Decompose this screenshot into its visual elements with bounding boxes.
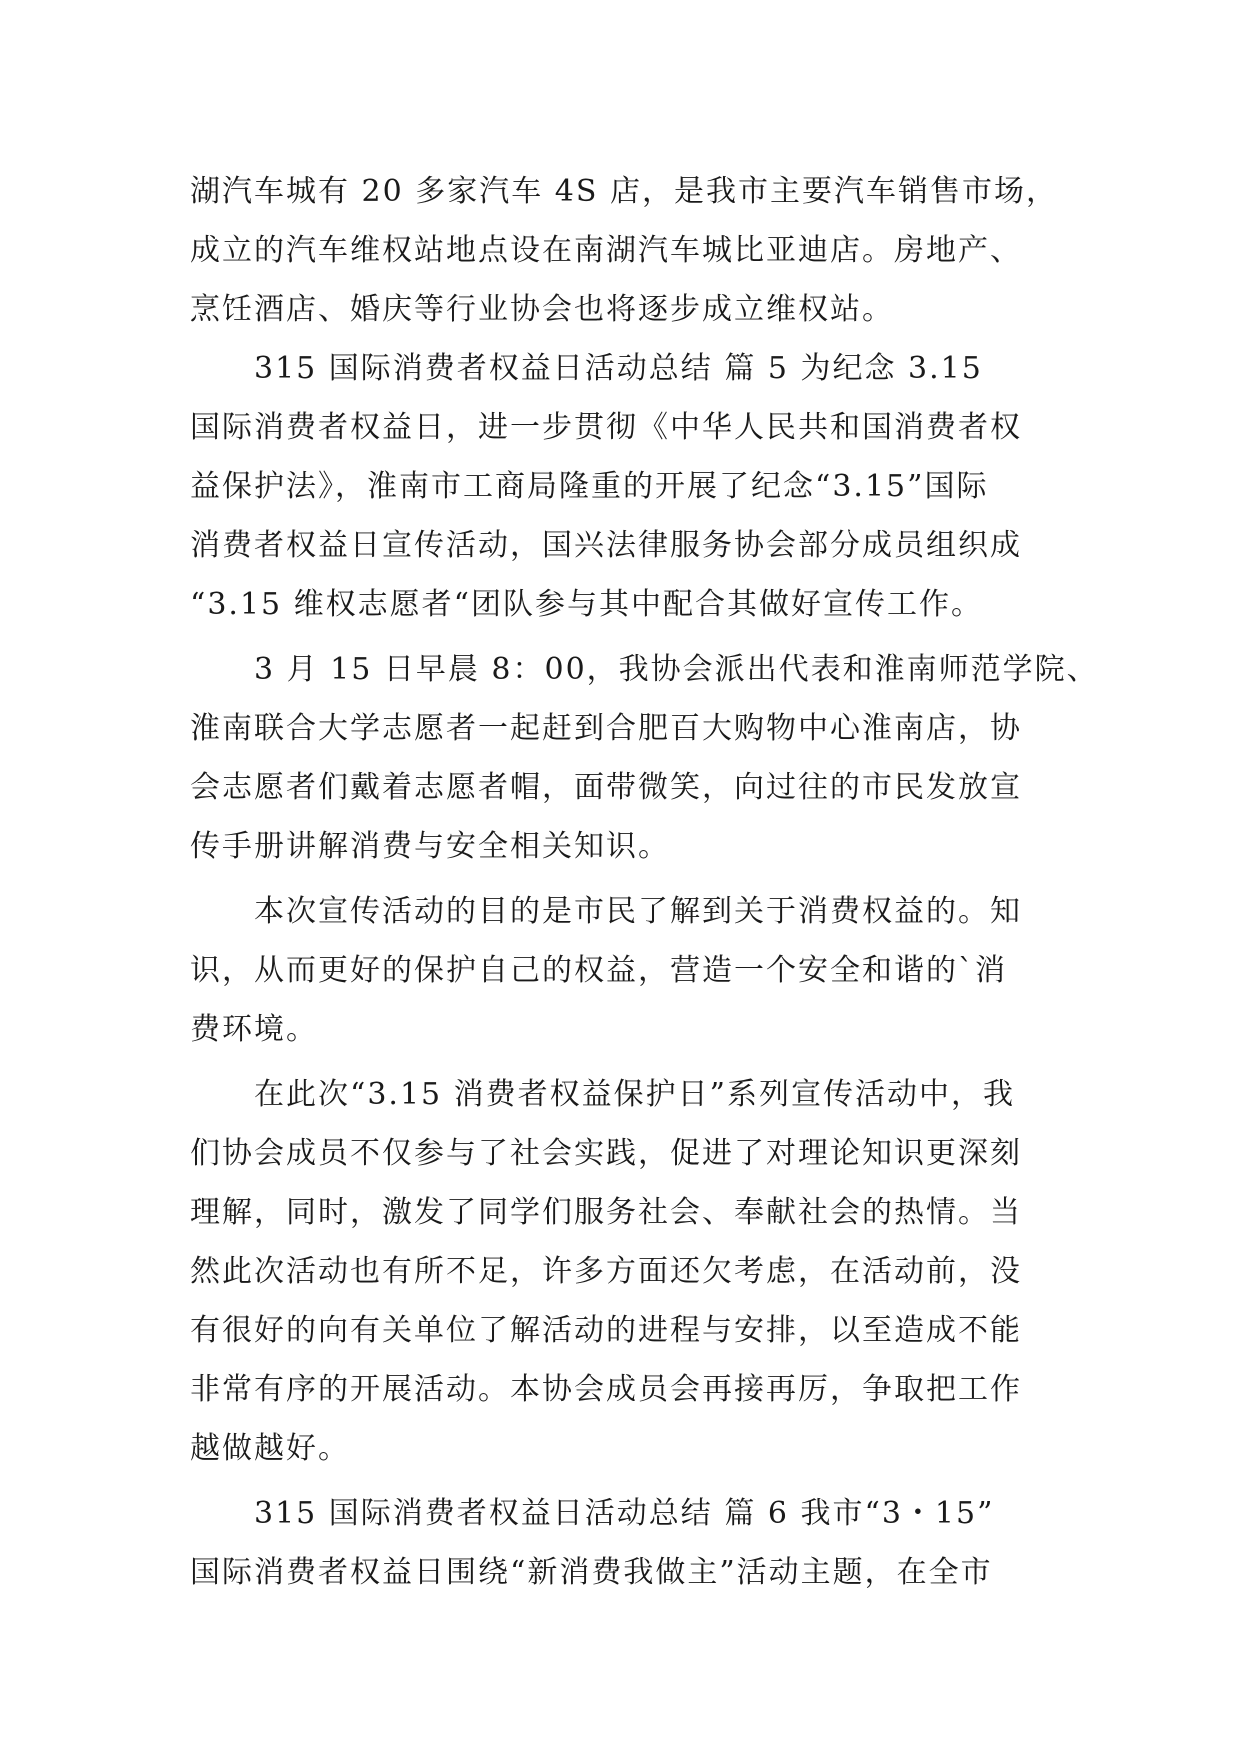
section-heading-line: 315 国际消费者权益日活动总结 篇 5 为纪念 3.15 xyxy=(254,351,983,386)
text-line: 本次宣传活动的目的是市民了解到关于消费权益的。知 xyxy=(254,894,1022,929)
text-line: 淮南联合大学志愿者一起赶到合肥百大购物中心淮南店，协 xyxy=(190,711,1022,746)
section-heading-line: 315 国际消费者权益日活动总结 篇 6 我市“3・15” xyxy=(254,1496,995,1531)
text-line: 会志愿者们戴着志愿者帽，面带微笑，向过往的市民发放宣 xyxy=(190,770,1022,805)
text-line: “3.15 维权志愿者“团队参与其中配合其做好宣传工作。 xyxy=(190,587,984,622)
text-line: 益保护法》，淮南市工商局隆重的开展了纪念“3.15”国际 xyxy=(190,469,989,504)
document-body xyxy=(190,162,1099,1602)
text-line: 费环境。 xyxy=(190,1012,318,1047)
text-line: 识，从而更好的保护自己的权益，营造一个安全和谐的`消 xyxy=(190,953,1007,988)
text-line: 在此次“3.15 消费者权益保护日”系列宣传活动中，我 xyxy=(254,1077,1016,1112)
text-line: 3 月 15 日早晨 8：00，我协会派出代表和淮南师范学院、 xyxy=(254,652,1099,687)
text-line: 国际消费者权益日，进一步贯彻《中华人民共和国消费者权 xyxy=(190,410,1022,445)
text-line: 有很好的向有关单位了解活动的进程与安排，以至造成不能 xyxy=(190,1313,1022,1348)
text-line: 理解，同时，激发了同学们服务社会、奉献社会的热情。当 xyxy=(190,1195,1022,1230)
text-line: 非常有序的开展活动。本协会成员会再接再厉，争取把工作 xyxy=(190,1372,1022,1407)
text-line: 国际消费者权益日围绕“新消费我做主”活动主题，在全市 xyxy=(190,1555,993,1590)
text-line: 然此次活动也有所不足，许多方面还欠考虑，在活动前，没 xyxy=(190,1254,1022,1289)
text-line: 们协会成员不仅参与了社会实践，促进了对理论知识更深刻 xyxy=(190,1136,1022,1171)
text-line: 成立的汽车维权站地点设在南湖汽车城比亚迪店。房地产、 xyxy=(190,233,1022,268)
text-line: 消费者权益日宣传活动，国兴法律服务协会部分成员组织成 xyxy=(190,528,1022,563)
text-line: 传手册讲解消费与安全相关知识。 xyxy=(190,829,670,864)
text-line: 越做越好。 xyxy=(190,1431,350,1466)
text-line: 烹饪酒店、婚庆等行业协会也将逐步成立维权站。 xyxy=(190,292,894,327)
text-line: 湖汽车城有 20 多家汽车 4S 店，是我市主要汽车销售市场， xyxy=(190,174,1058,209)
